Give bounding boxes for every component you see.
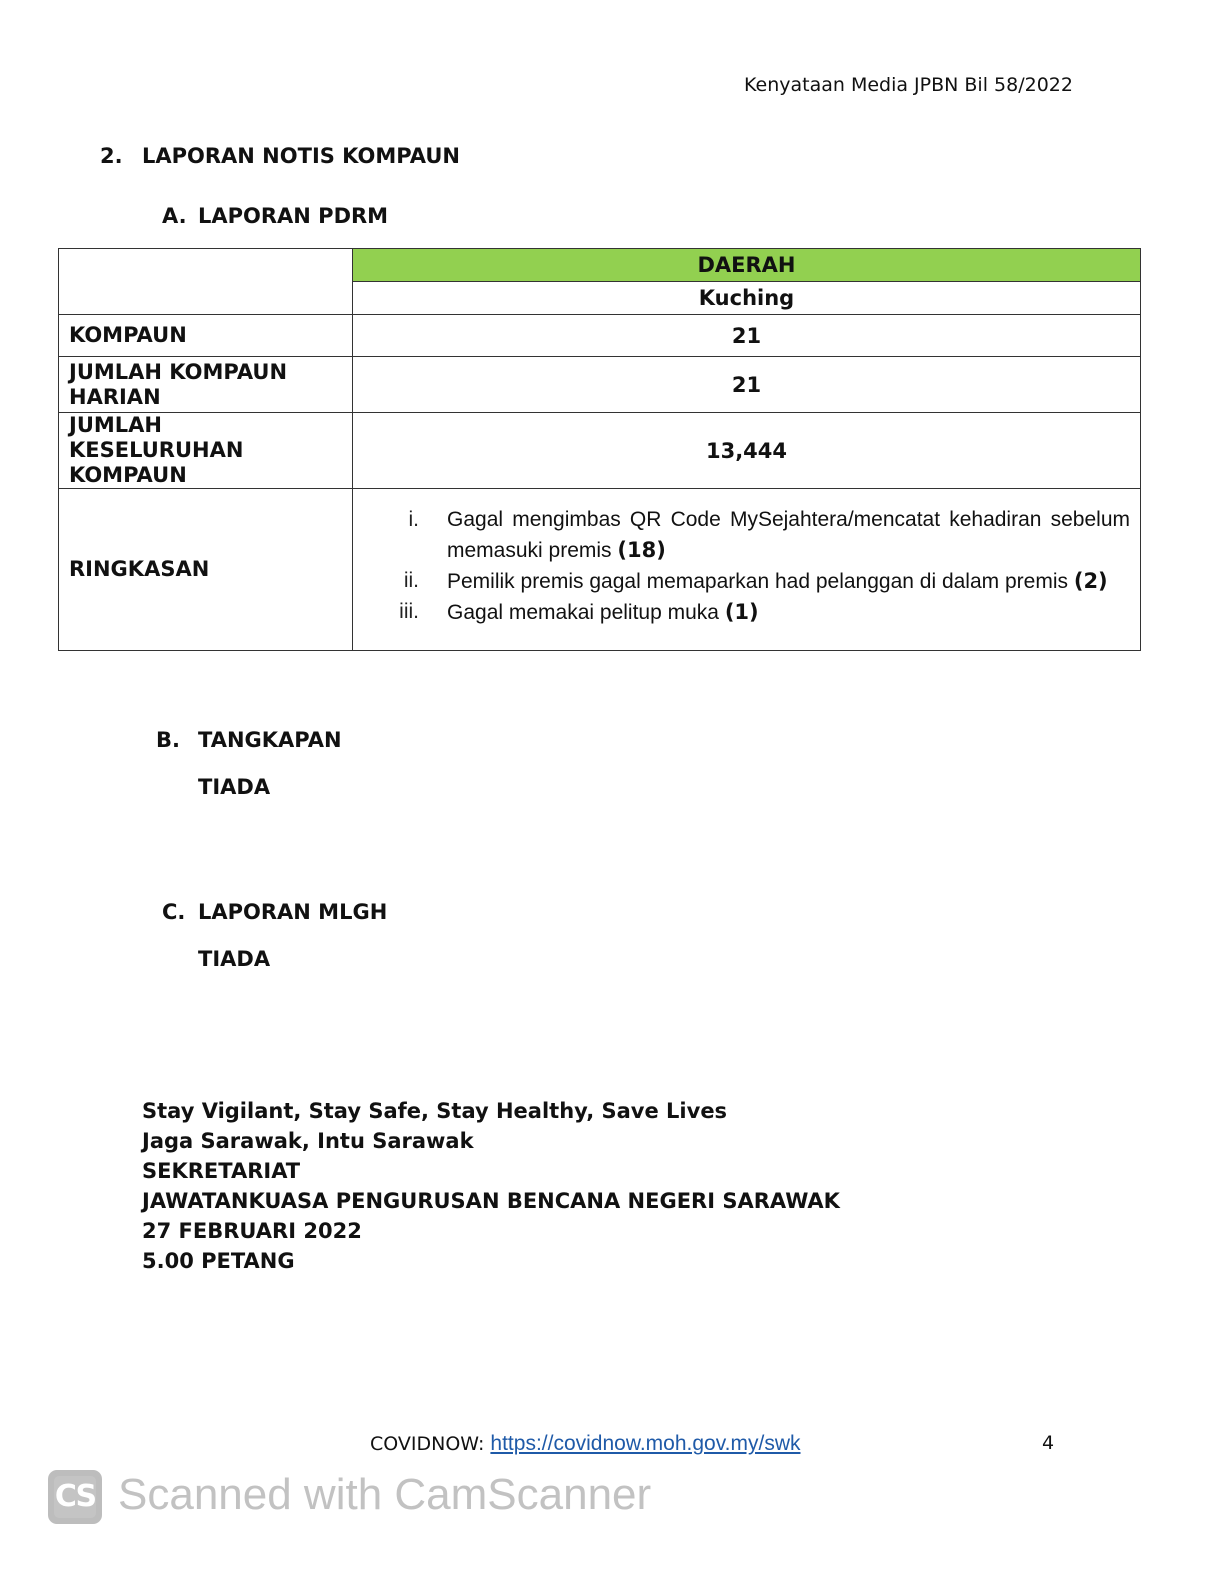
summary-list (353, 489, 1130, 650)
subsection-c-title: LAPORAN MLGH (198, 900, 388, 924)
list-text: Pemilik premis gagal memaparkan had pelanggan di dalam premis (447, 570, 1068, 593)
subsection-b-content: TIADA (198, 775, 271, 799)
camscanner-logo-text: CS (54, 1479, 96, 1514)
list-numeral: iii. (399, 600, 419, 623)
subsection-a-letter: A. (162, 204, 187, 228)
camscanner-watermark: Scanned with CamScanner (118, 1470, 652, 1519)
list-numeral: ii. (403, 569, 419, 592)
closing-committee: JAWATANKUASA PENGURUSAN BENCANA NEGERI SARAWAK (142, 1189, 840, 1213)
list-numeral: i. (408, 508, 419, 531)
subsection-c-heading (162, 900, 387, 924)
daerah-header: DAERAH (353, 249, 1141, 282)
subsection-b-title: TANGKAPAN (198, 728, 342, 752)
table-row (59, 315, 1141, 357)
document-reference: Kenyataan Media JPBN Bil 58/2022 (744, 74, 1073, 96)
list-text: Gagal memakai pelitup muka (447, 601, 719, 624)
list-count: (18) (617, 538, 666, 562)
summary-label: RINGKASAN (59, 489, 353, 651)
row-label: JUMLAH KOMPAUN HARIAN (59, 357, 353, 413)
row-label: KOMPAUN (59, 315, 353, 357)
camscanner-logo-icon (48, 1470, 102, 1524)
section-heading (100, 144, 460, 168)
table-row (59, 413, 1141, 489)
list-item (353, 566, 1130, 597)
row-value: 21 (353, 315, 1141, 357)
subsection-c-letter: C. (162, 900, 186, 924)
district-header: Kuching (353, 282, 1141, 315)
subsection-a-heading (162, 204, 388, 228)
footer-label: COVIDNOW: (370, 1433, 485, 1455)
row-label: JUMLAH KESELURUHAN KOMPAUN (59, 413, 353, 489)
row-value: 21 (353, 357, 1141, 413)
closing-time: 5.00 PETANG (142, 1249, 295, 1273)
closing-slogan: Stay Vigilant, Stay Safe, Stay Healthy, Save Lives (142, 1099, 728, 1123)
table-row (59, 357, 1141, 413)
closing-tagline: Jaga Sarawak, Intu Sarawak (142, 1129, 474, 1153)
section-number: 2. (100, 144, 123, 168)
closing-secretariat: SEKRETARIAT (142, 1159, 301, 1183)
closing-date: 27 FEBRUARI 2022 (142, 1219, 362, 1243)
table-row-summary (59, 489, 1141, 651)
summary-cell (353, 489, 1141, 651)
list-text: Gagal mengimbas QR Code MySejahtera/mencatat kehadiran sebelum memasuki premis (447, 508, 1130, 562)
list-count: (2) (1073, 569, 1108, 593)
list-count: (1) (724, 600, 759, 624)
row-value: 13,444 (353, 413, 1141, 489)
table-corner-cell (59, 249, 353, 315)
subsection-b-letter: B. (156, 728, 180, 752)
covidnow-link[interactable]: https://covidnow.moh.gov.my/swk (490, 1432, 801, 1455)
compound-report-table (58, 248, 1141, 651)
closing-block (142, 1096, 840, 1276)
subsection-c-content: TIADA (198, 947, 271, 971)
section-title: LAPORAN NOTIS KOMPAUN (142, 144, 460, 168)
list-item (353, 597, 1130, 628)
list-item (353, 505, 1130, 566)
subsection-b-heading (156, 728, 342, 752)
footer (370, 1432, 801, 1456)
subsection-a-title: LAPORAN PDRM (198, 204, 389, 228)
page-number: 4 (1042, 1432, 1055, 1454)
